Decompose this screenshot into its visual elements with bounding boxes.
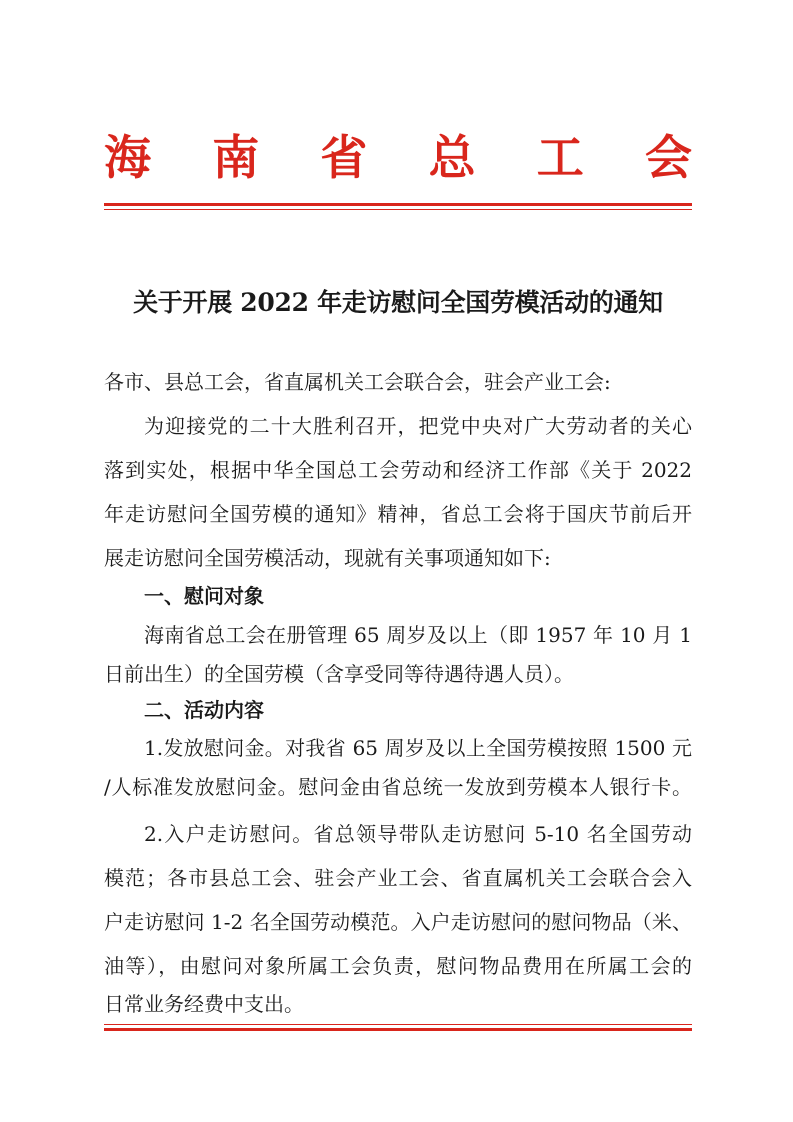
- header-rule-thin: [104, 209, 692, 210]
- section2-item2-line: 户走访慰问 1-2 名全国劳动模范。入户走访慰问的慰问物品（米、: [104, 910, 692, 934]
- document-title: 关于开展 2022 年走访慰问全国劳模活动的通知: [133, 288, 663, 317]
- section2-item2-line: 2.入户走访慰问。省总领导带队走访慰问 5-10 名全国劳动: [144, 822, 692, 846]
- masthead-char: 总: [428, 130, 476, 186]
- header-rule-thick: [104, 203, 692, 206]
- intro-line: 年走访慰问全国劳模的通知》精神，省总工会将于国庆节前后开: [104, 502, 692, 526]
- section2-item1-line: 1.发放慰问金。对我省 65 周岁及以上全国劳模按照 1500 元: [144, 736, 692, 760]
- masthead-char: 省: [320, 130, 368, 186]
- masthead-char: 南: [212, 130, 260, 186]
- section1-heading: 一、慰问对象: [144, 584, 264, 608]
- section2-item1-line: /人标准发放慰问金。慰问金由省总统一发放到劳模本人银行卡。: [104, 775, 692, 799]
- section2-item2-line: 日常业务经费中支出。: [104, 992, 304, 1016]
- section2-heading: 二、活动内容: [144, 698, 264, 722]
- masthead-char: 会: [644, 130, 692, 186]
- section2-item2-line: 模范；各市县总工会、驻会产业工会、省直属机关工会联合会入: [104, 866, 692, 890]
- masthead: [104, 126, 692, 190]
- intro-line: 为迎接党的二十大胜利召开，把党中央对广大劳动者的关心: [144, 414, 692, 438]
- intro-line: 展走访慰问全国劳模活动，现就有关事项通知如下:: [104, 546, 551, 570]
- recipients-line: 各市、县总工会，省直属机关工会联合会，驻会产业工会:: [104, 370, 611, 394]
- section2-item2-line: 油等），由慰问对象所属工会负责，慰问物品费用在所属工会的: [104, 954, 692, 978]
- section1-line: 海南省总工会在册管理 65 周岁及以上（即 1957 年 10 月 1: [144, 623, 692, 647]
- footer-rule-thick: [104, 1028, 692, 1031]
- section1-line: 日前出生）的全国劳模（含享受同等待遇待遇人员）。: [104, 662, 574, 686]
- intro-line: 落到实处，根据中华全国总工会劳动和经济工作部《关于 2022: [104, 458, 692, 482]
- masthead-char: 海: [104, 130, 151, 186]
- footer-rule-thin: [104, 1024, 692, 1025]
- masthead-char: 工: [536, 130, 584, 186]
